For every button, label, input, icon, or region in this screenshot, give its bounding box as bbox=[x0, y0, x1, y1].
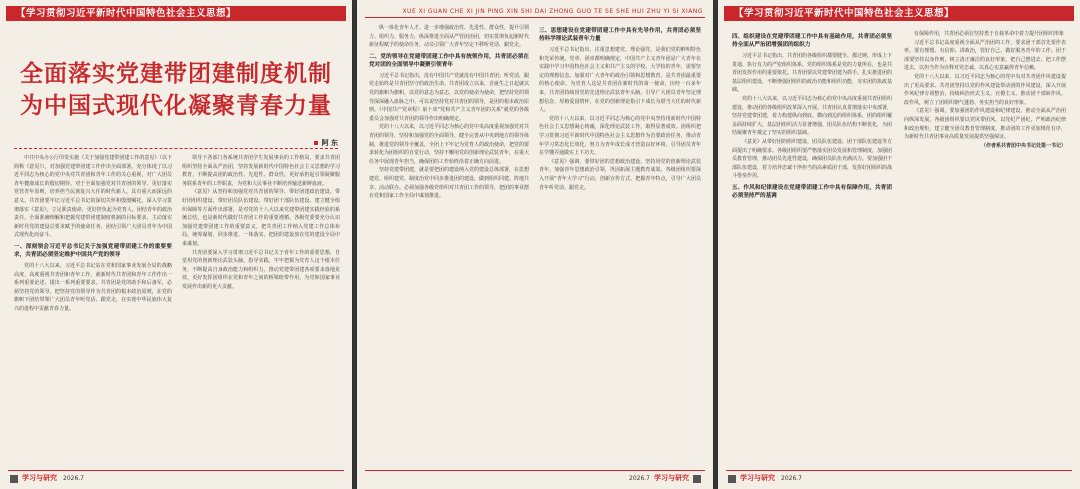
section-tag: 【学习贯彻习近平新时代中国特色社会主义思想】 bbox=[6, 6, 346, 21]
column-2 bbox=[182, 154, 340, 464]
section-heading: 一、深刻领会习近平总书记关于加强党建带团建工作的重要要求，共青团必须坚定维护中国共产党的领导 bbox=[14, 243, 172, 258]
footer-rule bbox=[726, 470, 1072, 471]
running-head-rule bbox=[365, 17, 705, 18]
paragraph: 习近平总书记高度重视全面从严治团的工作，要求团干部首先要作表率，要有理想、有信仰、讲政治，管好自己、做好服务青年的工作。团干部要坚持以身作则，树立清正廉洁的良好形象，把自己摆进去、把工作摆进去，以担当作为诠释对党忠诚，以真心实意赢得青年信赖。 bbox=[904, 39, 1066, 72]
paragraph: 习近平总书记指出，共青团的各级组织都要健全、都过硬。形成上下贯通、执行有力的严密组织体系。党的组织体系是党的力量所在，也是共青团发挥作用的重要依托。共青团要以党建带团建为抓手，扎实推进团的基层组织建设，不断增强团组织的政治功能和组织功能，夯实团的执政基础。 bbox=[732, 53, 892, 94]
title-divider bbox=[14, 148, 338, 149]
column-4 bbox=[539, 24, 701, 464]
paragraph: 《意见》强调，要加强团的作风建设和纪律建设，推动全面从严治团向纵深发展。各级团组织要以党风带团风，以党纪严团纪，严明政治纪律和政治规矩，建立健全团员教育管理制度，推动团的工作更加规范有序，为新时代共青团事业高质量发展提供坚强保证。 bbox=[904, 108, 1066, 141]
paragraph: 《意见》从坚持和加强党对共青团的领导、带好团建政治建设、带好团组织建设、带好团员队伍建设、带好团干部队伍建设、建立健全组织保障等方面作出部署，是对党的十八大以来党建带团建实践经验的系统总结，也是新时代做好共青团工作的重要遵循。各级党委要充分认识加强党建带团建工作的重要意义，把共青团工作纳入党建工作总体布局，统筹谋划、同步推进、一体落实，把团的建设放在党的建设全局中来谋划。 bbox=[182, 189, 340, 247]
paragraph: 有保障作用，共青团必须在坚持勇于自我革命中着力提升团组织形象 bbox=[914, 31, 1065, 37]
footer-left bbox=[728, 473, 802, 483]
page-middle bbox=[357, 0, 713, 489]
paragraph: 党的十八大以来，以习近平同志为核心的党中央高度重视共青团组织建设，推动团的各级组织改革深入开展。共青团认真贯彻落实中央部署，坚持党建带团建，着力构建纵向到底、横向到边的组织体系，团的组织覆盖面持续扩大，基层团组织活力显著增强，团员队伍结构不断优化，为团结凝聚青年奠定了坚实的组织基础。 bbox=[732, 95, 892, 137]
page-left bbox=[0, 0, 352, 489]
column-3 bbox=[369, 24, 529, 464]
paragraph: 《意见》从带好团的组织建设、团员队伍建设、团干部队伍建设等方面提出了明确要求。各级团组织要严格落实团员发展和管理制度，加强团员教育管理，推动团员先进性建设，确保团员队伍充满活力。要加强团干部队伍建设，着力培养忠诚干净担当的高素质团干部，发挥好团组织的战斗堡垒作用。 bbox=[732, 138, 892, 180]
issue-number: 2026.7 bbox=[629, 475, 650, 482]
paragraph: 领导下各部门各系统共青团学生发展事业的工作格局，要求共青团组织坚持全面从严治团，坚持发展新时代中国特色社会主义思想的学习教育，不断提高团的政治性、先进性、群众性，更好承担起引领凝聚服务联系青年的工作职责，为党和人民事业不断培养输送新鲜血液。 bbox=[182, 155, 340, 187]
footer-rule bbox=[8, 470, 344, 471]
page-number-box-icon bbox=[728, 475, 736, 483]
column-6 bbox=[904, 30, 1066, 464]
paragraph: 党的十八大以来，习近平总书记站在党和国家事业发展全局的战略高度，高度重视共青团和青年工作，就新时代共青团和青年工作作出一系列重要论述、提出一系列重要要求。共青团是党的助手和后备军，必须坚持党的领导，把坚持党的领导作为共青团的根本政治原则，在党的旗帜下团结带领广大团员青年听党话、跟党走，在实现中华民族伟大复兴的进程中贡献青春力量。 bbox=[14, 262, 172, 312]
journal-logo: 学习与研究 bbox=[22, 474, 57, 482]
author-note: （作者系共青团中央书记处第一书记） bbox=[980, 142, 1066, 149]
column-1 bbox=[14, 154, 172, 464]
paragraph: 《意见》强调，要带好团的思想政治建设，坚持用党的创新理论武装青年，加强青年思想政治引领，巩固拓展主题教育成果。各级团组织要深入开展“青年大学习”行动，创新宣传方式，把握青年特点，引导广大团员青年听党话、跟党走。 bbox=[539, 158, 701, 191]
author-name: 阿 东 bbox=[321, 139, 338, 147]
article-title-line2: 为中国式现代化凝聚青春力量 bbox=[20, 93, 332, 119]
paragraph: 坚持党建带团建，就是要把团的建设纳入党的建设总体部署，在思想建党、组织建党、制度治党中同步推进团的建设，做到组织同建、阵地共享、活动联办。必须加强各级党组织对共青团工作的领导，把团的事业摆在党和国家工作全局中谋划推进。 bbox=[369, 167, 529, 200]
footer-right bbox=[629, 473, 701, 483]
author-marker-icon bbox=[314, 141, 318, 145]
article-title-line1: 全面落实党建带团建制度机制 bbox=[20, 61, 332, 87]
journal-logo: 学习与研究 bbox=[654, 474, 689, 482]
running-head: XUE XI GUAN CHE XI JIN PING XIN SHI DAI ZHONG GUO TE SE SHE HUI ZHU YI SI XIANG bbox=[402, 8, 703, 15]
paragraph: 纵一体化青年人才、进一步增强政治性、先进性、群众性，提升引领力、组织力、服务力，纵深推进全面从严管团治团，切实贯彻负起新时代新征程赋予的使命任务，动员引领广大青年坚定不移听党话、跟党走。 bbox=[369, 25, 529, 49]
journal-logo: 学习与研究 bbox=[740, 474, 775, 482]
paragraph: 习近平总书记指出，注重思想建党、理论强党，是我们党的鲜明特色和光荣传统。党章、团章都明确规定，中国共产主义青年团是广大青年在实践中学习中国特色社会主义和共产主义的学校。大学校的青年，需要坚定的理想信念。加强对广大青年的政治引领和思想教育，是共青团最重要的核心使命。为党育人这是共青团在新时代的第一使命，历经一百多年来，共青团持续用党的先进理论武装青年头脑，引导广大团员青年坚定理想信念、厚植爱国情怀，在党的创新理论指引下成长为堪当大任的时代新人。 bbox=[539, 47, 701, 114]
section-heading: 四、组织建设在党建带团建工作中具有基础作用，共青团必须坚持全面从严治团增强团的组织力 bbox=[732, 34, 892, 48]
page-number-box-icon bbox=[10, 475, 18, 483]
section-heading: 五、作风和纪律建设在党建带团建工作中具有保障作用，共青团必须坚持严的基调 bbox=[732, 184, 892, 199]
paragraph: 习近平总书记指出，没有中国共产党就没有中国共青团；听党话，跟党走始终是共青团坚守的政治生命。共青团成立以来，自诞生之日起就以党的旗帜为旗帜，以党的意志为意志，以党的使命为使命，把坚持党的领导深深融入血脉之中。可以说坚持党对共青团的领导，是团的根本政治原则。《中国共产党章程》第十章“党和共产主义青年团的关系”就党的各级委员会加强对共青团的领导作出明确规定。 bbox=[369, 72, 529, 122]
issue-number: 2026.7 bbox=[63, 475, 84, 482]
issue-number: 2026.7 bbox=[781, 475, 802, 482]
section-heading: 二、党的领导在党建带团建工作中具有统领作用，共青团必须在党对团的全面领导中凝聚引领青年 bbox=[369, 53, 529, 68]
paragraph: 中共中央办公厅印发实施《关于加强党建带团建工作的意见》（以下简称《意见》），对加强党建带团建工作作出全面部署。充分体现了以习近平同志为核心的党中央对共青团和青年工作的关心重视，对广大团员青年健康成长的殷切期待。对于全面加强党对共青团的领导、更好落实党管青年原则，培养担当民族复兴大任的时代新人，具有重大而深远的意义。共青团要牢记习近平总书记的深切关怀和殷殷嘱托，深入学习贯彻落实《意见》，立足职责使命，更好担负起为党育人、团结青年的政治责任，全面准确理解和把握党建带团建制度机制的目标要求，主动落实新时代党的建设总要求赋予的使命任务，团结引领广大团员青年为中国式现代化而奋斗。 bbox=[14, 155, 172, 239]
section-tag: 【学习贯彻习近平新时代中国特色社会主义思想】 bbox=[724, 6, 1074, 21]
paragraph: 党的十八大以来，以习近平同志为核心的党中央高度重视加强党对共青团的领导，坚持和加强党的全面领导，健全完善从中央到地方的领导体制，推进党的领导全覆盖。全团上下牢记为党育人的政治使命，把党的要求转化为团组织的自觉行动，坚持不懈用党的创新理论武装青年，在重大任务中展现青年担当，确保团的工作始终沿着正确方向前进。 bbox=[369, 124, 529, 165]
author bbox=[314, 138, 338, 148]
footer-left bbox=[10, 473, 84, 483]
section-heading: 三、思想建设在党建带团建工作中具有先导作用，共青团必须坚持科学理论武装青年力量 bbox=[539, 28, 701, 42]
paragraph: 共青团要深入学习贯彻习近平总书记关于青年工作的重要思想，自觉用党的创新理论武装头脑、指导实践，牢牢把握为党育人这个根本任务，不断提高自身政治能力和组织力，推动党建带团建各项要求落地见效，更好发挥团组织在党和青年之间的桥梁纽带作用，为党和国家事业发展作出新的更大贡献。 bbox=[182, 249, 340, 290]
footer-rule bbox=[365, 470, 705, 471]
column-5 bbox=[732, 30, 892, 464]
paragraph: 党的十八大以来，以习近平同志为核心的党中央坚持用新时代中国特色社会主义思想凝心铸魂，深化理论武装工作，取得显著成效。团组织把学习贯彻习近平新时代中国特色社会主义思想作为首要政治任务，推动青年学习常态化长效化，努力为青年成长成才营造良好环境，引导团员青年在学懂弄通做实上下功夫。 bbox=[539, 115, 701, 157]
paragraph: 党的十八大以来，以习近平同志为核心的党中央对共青团作风建设提出了更高要求。共青团坚持以党的作风建设带动团的作风建设，深入开展作风纪律专项整治，持续纠治形式主义、官僚主义，推动团干部转作风、改作风，树立了团组织朝气蓬勃、务实担当的良好形象。 bbox=[904, 73, 1066, 106]
page-number-box-icon bbox=[693, 475, 701, 483]
page-right bbox=[718, 0, 1080, 489]
